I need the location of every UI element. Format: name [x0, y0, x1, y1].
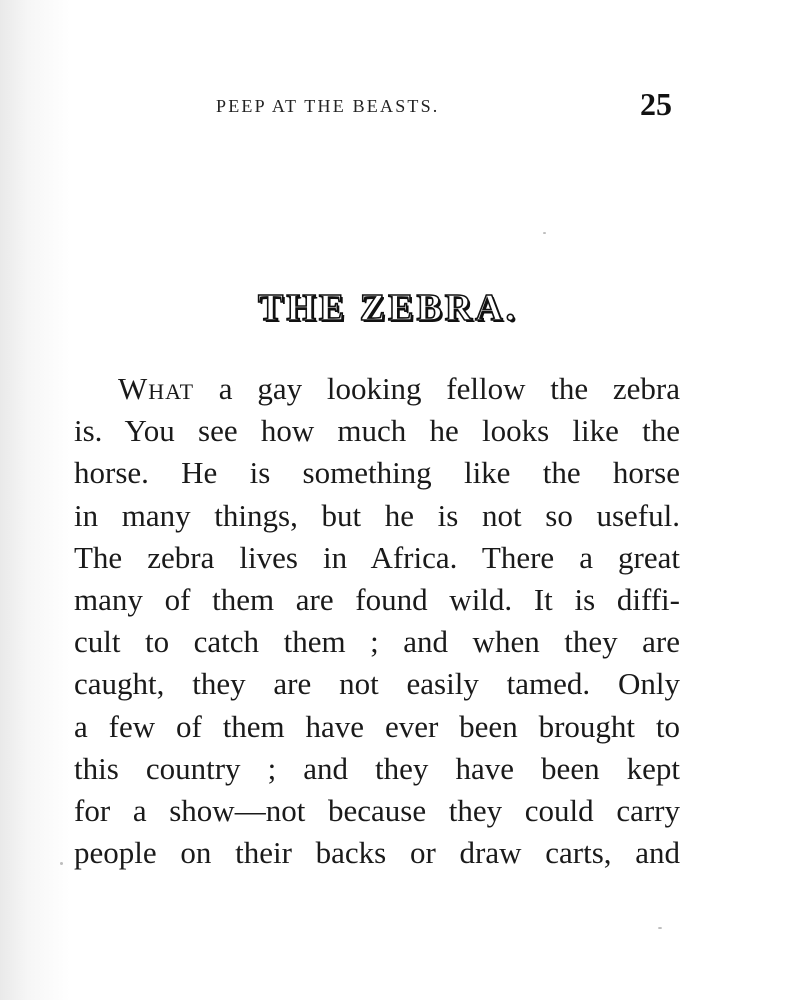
text-line: is. You see how much he looks like the: [74, 413, 680, 449]
paper-speck: [60, 862, 63, 865]
lead-word: What: [118, 371, 195, 406]
running-head: PEEP AT THE BEASTS.: [216, 96, 440, 116]
text-line: this country ; and they have been kept: [74, 750, 680, 786]
text-line: [74, 368, 680, 410]
text-line: in many things, but he is not so useful.: [74, 497, 680, 533]
chapter-title: THE ZEBRA.: [258, 287, 519, 329]
text-line: horse. He is something like the horse: [74, 455, 680, 491]
line-text: a gay looking fellow the zebra: [194, 371, 680, 406]
text-line: a few of them have ever been brought to: [74, 708, 680, 744]
body-text: [74, 368, 680, 874]
text-line: for a show—not because they could carry: [74, 792, 680, 828]
paper-speck: [543, 232, 546, 234]
text-line: The zebra lives in Africa. There a great: [74, 539, 680, 575]
text-line: many of them are found wild. It is diffi-: [74, 581, 680, 617]
text-line: caught, they are not easily tamed. Only: [74, 666, 680, 702]
paper-speck: [658, 927, 662, 929]
text-line: cult to catch them ; and when they are: [74, 624, 680, 660]
text-line: people on their backs or draw carts, and: [74, 835, 680, 871]
page-number: 25: [640, 86, 672, 122]
